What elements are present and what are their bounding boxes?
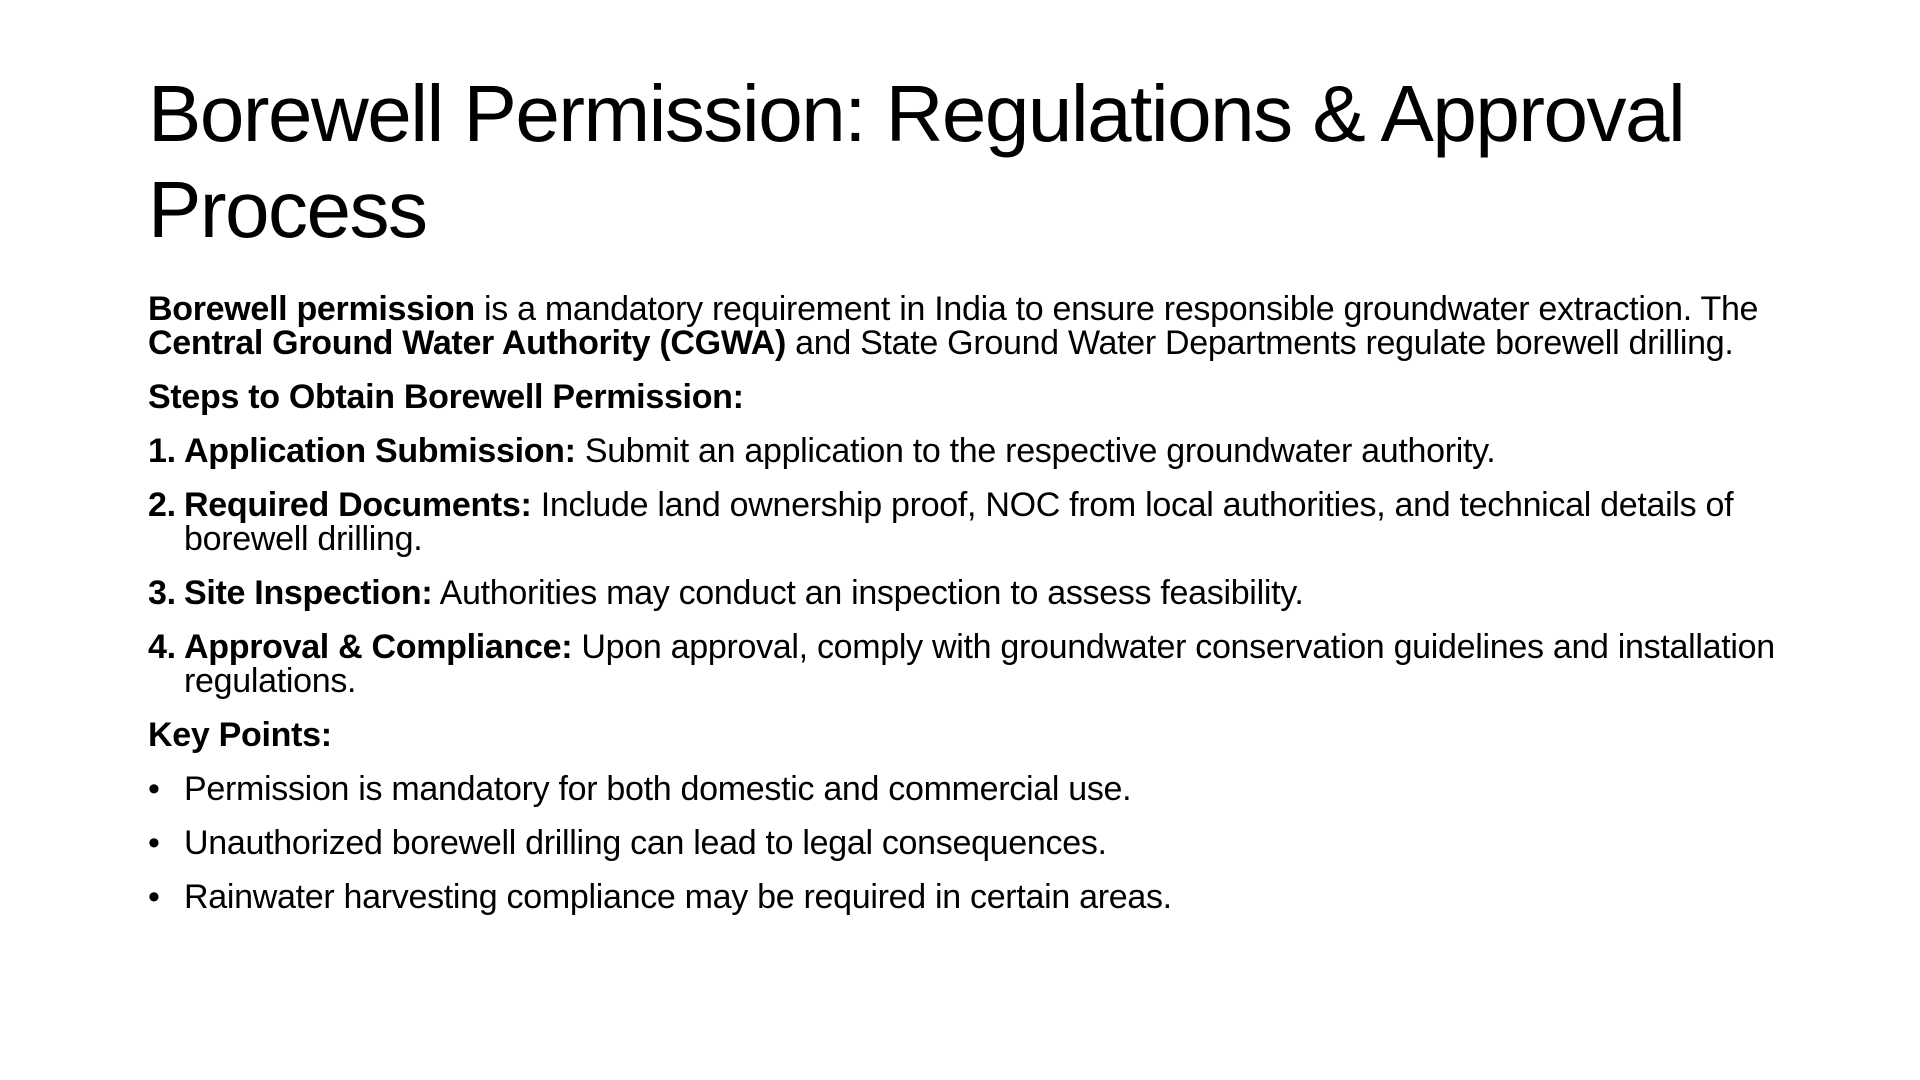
key-point-text: Unauthorized borewell drilling can lead to legal consequences. <box>184 824 1107 862</box>
key-point-item <box>148 772 1788 806</box>
step-label: Application Submission: <box>184 432 576 470</box>
bullet-icon: • <box>148 824 160 862</box>
slide-body <box>148 292 1788 934</box>
intro-bold-authority: Central Ground Water Authority (CGWA) <box>148 324 787 362</box>
intro-bold-term: Borewell permission <box>148 290 475 328</box>
step-item <box>148 434 1788 468</box>
intro-text-2: and State Ground Water Departments regulate borewell drilling. <box>786 324 1734 362</box>
step-number: 4. <box>148 628 176 666</box>
step-text: Submit an application to the respective groundwater authority. <box>575 432 1496 470</box>
key-point-item <box>148 880 1788 914</box>
key-point-text: Permission is mandatory for both domestic and commercial use. <box>184 770 1132 808</box>
step-number: 1. <box>148 432 176 470</box>
step-number: 2. <box>148 486 176 524</box>
key-point-item <box>148 826 1788 860</box>
steps-heading: Steps to Obtain Borewell Permission: <box>148 378 744 416</box>
intro-paragraph <box>148 292 1788 360</box>
step-item <box>148 488 1788 556</box>
step-text: Include land ownership proof, NOC from local authorities, and technical details of borewell drilling. <box>184 486 1734 558</box>
step-label: Required Documents: <box>184 486 532 524</box>
step-number: 3. <box>148 574 176 612</box>
steps-list <box>148 434 1788 698</box>
key-points-list <box>148 772 1788 914</box>
step-text: Authorities may conduct an inspection to assess feasibility. <box>432 574 1304 612</box>
step-item <box>148 630 1788 698</box>
bullet-icon: • <box>148 770 160 808</box>
step-item <box>148 576 1788 610</box>
step-label: Approval & Compliance: <box>184 628 573 666</box>
intro-text-1: is a mandatory requirement in India to ensure responsible groundwater extraction. The <box>474 290 1759 328</box>
slide-title: Borewell Permission: Regulations & Approval Process <box>148 69 1685 254</box>
bullet-icon: • <box>148 878 160 916</box>
step-text: Upon approval, comply with groundwater conservation guidelines and installation regulations. <box>184 628 1775 700</box>
key-point-text: Rainwater harvesting compliance may be required in certain areas. <box>184 878 1172 916</box>
step-label: Site Inspection: <box>184 574 433 612</box>
key-points-heading: Key Points: <box>148 716 332 754</box>
